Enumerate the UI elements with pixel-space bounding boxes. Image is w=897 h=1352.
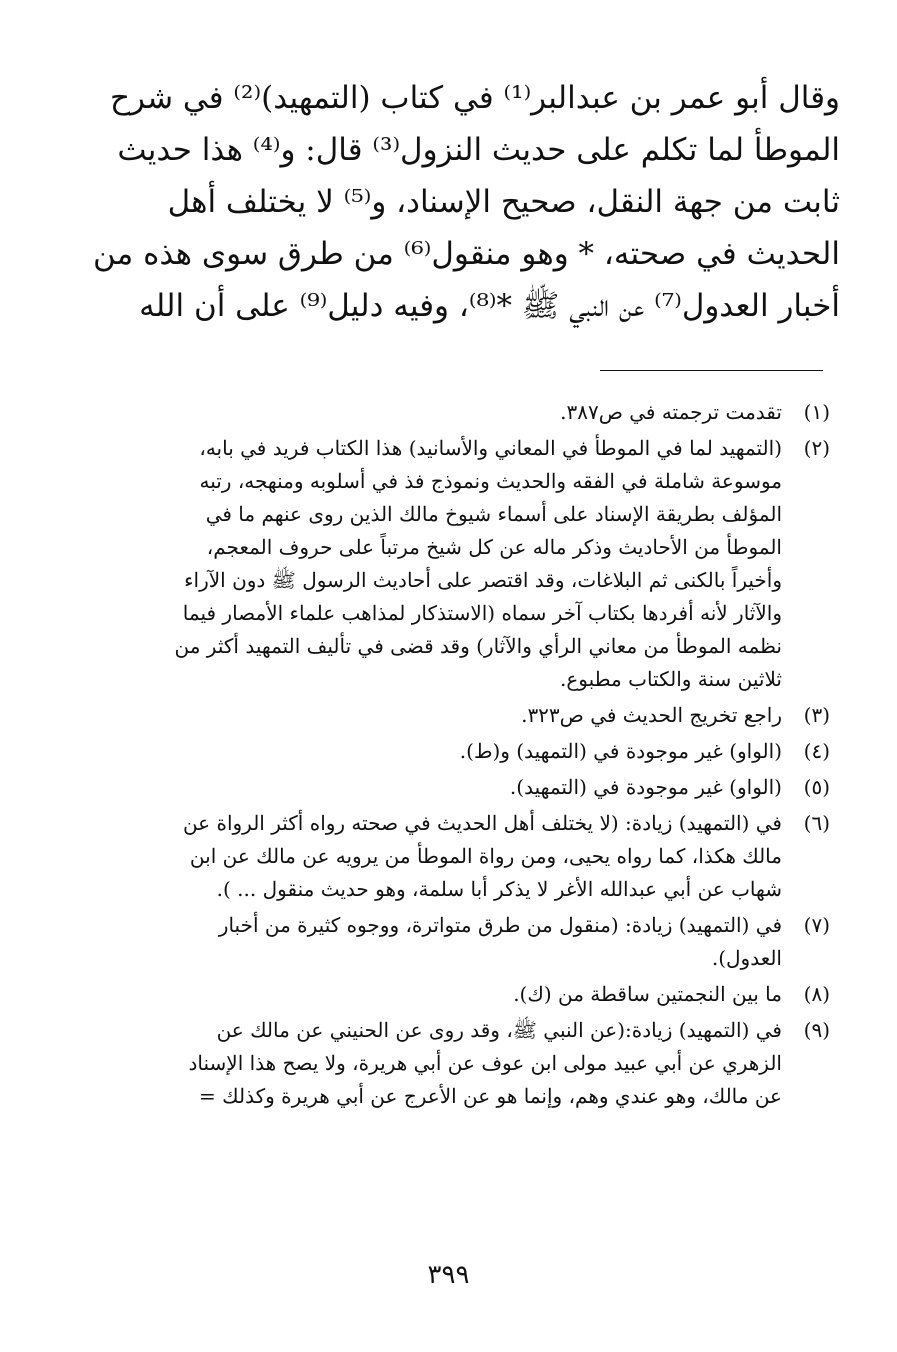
footnote-body bbox=[150, 735, 782, 768]
footnote bbox=[150, 396, 830, 429]
footnote-body bbox=[150, 432, 782, 696]
footnote-line: (الواو) غير موجودة في (التمهيد). bbox=[509, 775, 782, 799]
footnote-line: ثلاثين سنة والكتاب مطبوع. bbox=[559, 667, 782, 691]
footnote-line: العدول). bbox=[711, 946, 782, 970]
footnote-line: والآثار لأنه أفردها بكتاب آخر سماه (الاستذكار لمذاهب علماء الأمصار فيما bbox=[182, 601, 782, 625]
footnote-line: (التمهيد لما في الموطأ في المعاني والأسانيد) هذا الكتاب فريد في بابه، bbox=[199, 436, 782, 460]
main-text-line: الحديث في صحته، * وهو منقول⁽⁶⁾ من طرق سوى هذه من bbox=[93, 236, 840, 272]
footnote-line: في (التمهيد) زيادة: (لا يختلف أهل الحديث في صحته رواه أكثر الرواة عن bbox=[182, 811, 782, 835]
page-number: ٣٩٩ bbox=[427, 1260, 470, 1290]
footnote-number: (٤) bbox=[803, 739, 830, 763]
footnote-line: موسوعة شاملة في الفقه والحديث ونموذج فذ في أسلوبه ومنهجه، رتبه bbox=[199, 469, 782, 493]
footnote-line: ما بين النجمتين ساقطة من (ك). bbox=[513, 982, 782, 1006]
footnote bbox=[150, 699, 830, 732]
footnote bbox=[150, 909, 830, 975]
footnote-line: عن مالك، وهو عندي وهم، وإنما هو عن الأعرج عن أبي هريرة وكذلك = bbox=[199, 1084, 782, 1108]
footnote-body bbox=[150, 978, 782, 1011]
footnote-line: في (التمهيد) زيادة: (منقول من طرق متواترة، ووجوه كثيرة من أخبار bbox=[218, 913, 782, 937]
footnote-line: في (التمهيد) زيادة:(عن النبي ﷺ، وقد روى عن الحنيني عن مالك عن bbox=[216, 1018, 782, 1042]
footnote-line: المؤلف بطريقة الإسناد على أسماء شيوخ مالك الذين روى عنهم ما في bbox=[205, 502, 782, 526]
footnote-line: راجع تخريج الحديث في ص٣٢٣. bbox=[521, 703, 782, 727]
footnote-body bbox=[150, 396, 782, 429]
footnote-number: (٨) bbox=[803, 982, 830, 1006]
footnote-line: نظمه الموطأ من معاني الرأي والآثار) وقد قضى في تأليف التمهيد أكثر من bbox=[174, 634, 782, 658]
footnote-line: شهاب عن أبي عبدالله الأغر لا يذكر أبا سلمة، وهو حديث منقول ... ). bbox=[216, 877, 782, 901]
main-text-line: وقال أبو عمر بن عبدالبر⁽¹⁾ في كتاب (التمهيد)⁽²⁾ في شرح bbox=[109, 80, 840, 116]
footnote-number: (٧) bbox=[803, 913, 830, 937]
footnote-line: وأخيراً بالكنى ثم البلاغات، وقد اقتصر على أحاديث الرسول ﷺ دون الآراء bbox=[184, 568, 782, 592]
footnote-number: (٥) bbox=[803, 775, 830, 799]
footnote-body bbox=[150, 909, 782, 975]
footnote-number: (٩) bbox=[803, 1018, 830, 1042]
footnote-line: الموطأ من الأحاديث وذكر ماله عن كل شيخ مرتباً على حروف المعجم، bbox=[206, 535, 782, 559]
footnote-line: مالك هكذا، كما رواه يحيى، ومن رواة الموطأ من يرويه عن مالك عن ابن bbox=[189, 844, 782, 868]
footnote-line: الزهري عن أبي عبيد مولى ابن عوف عن أبي هريرة، ولا يصح هذا الإسناد bbox=[188, 1051, 782, 1075]
main-text-line: الموطأ لما تكلم على حديث النزول⁽³⁾ قال: و⁽⁴⁾ هذا حديث bbox=[117, 132, 840, 168]
footnote-line: (الواو) غير موجودة في (التمهيد) و(ط). bbox=[459, 739, 782, 763]
footnote bbox=[150, 978, 830, 1011]
footnote-separator bbox=[600, 370, 823, 371]
footnotes-block bbox=[150, 396, 830, 1116]
main-text-line: أخبار العدول⁽⁷⁾ عن النبي ﷺ *⁽⁸⁾، وفيه دليل⁽⁹⁾ على أن الله bbox=[139, 288, 840, 324]
footnote-number: (٣) bbox=[803, 703, 830, 727]
footnote bbox=[150, 807, 830, 906]
footnote-body bbox=[150, 771, 782, 804]
footnote-number: (١) bbox=[803, 400, 830, 424]
footnote-number: (٦) bbox=[803, 811, 830, 835]
footnote-body bbox=[150, 699, 782, 732]
footnote-line: تقدمت ترجمته في ص٣٨٧. bbox=[560, 400, 782, 424]
footnote-body bbox=[150, 807, 782, 906]
footnote-body bbox=[150, 1014, 782, 1113]
footnote bbox=[150, 735, 830, 768]
footnote bbox=[150, 432, 830, 696]
footnote bbox=[150, 1014, 830, 1113]
footnote-number: (٢) bbox=[803, 436, 830, 460]
footnote bbox=[150, 771, 830, 804]
main-text-line: ثابت من جهة النقل، صحيح الإسناد، و⁽⁵⁾ لا يختلف أهل bbox=[167, 184, 840, 220]
main-text-block bbox=[93, 72, 840, 332]
